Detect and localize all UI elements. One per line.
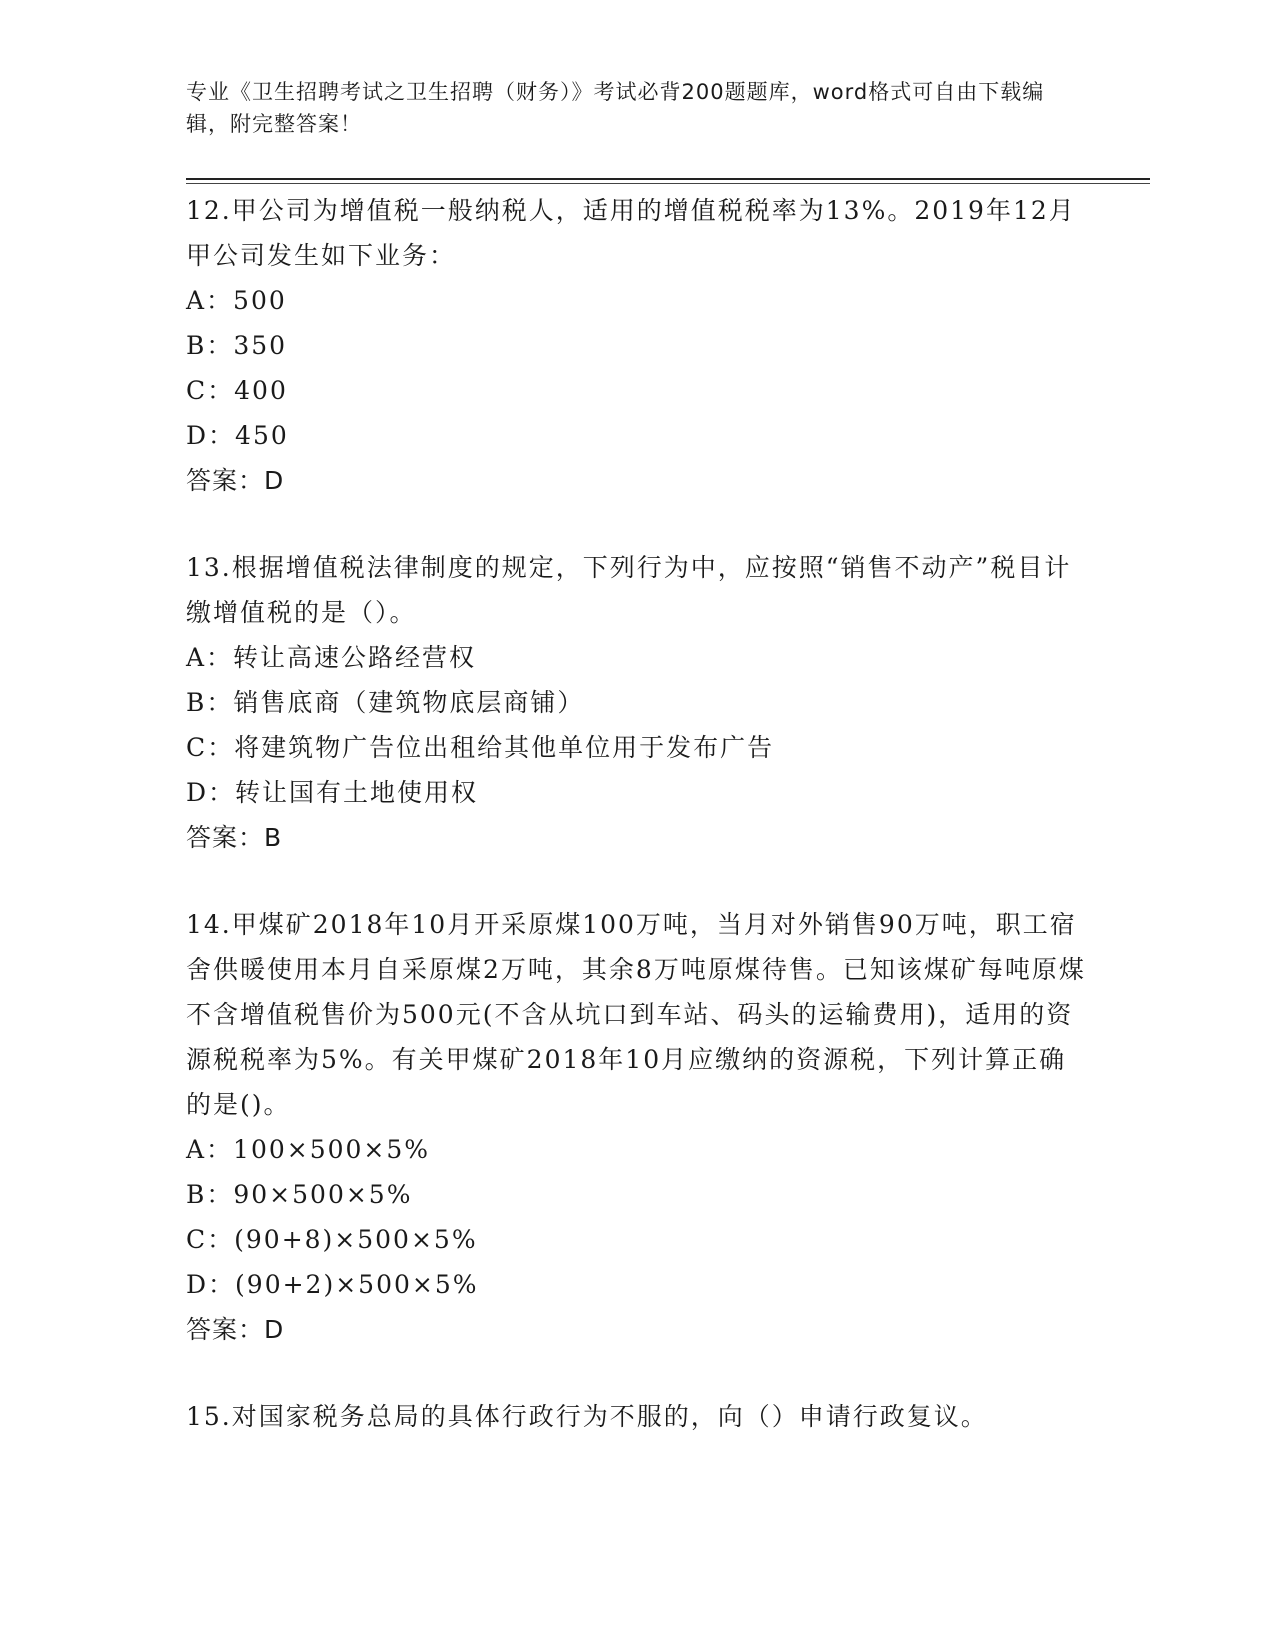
question-14 — [186, 902, 1086, 1352]
header-divider-thin — [186, 183, 1150, 184]
question-15 — [186, 1394, 1086, 1439]
option-d: D：(90+2)×500×5% — [186, 1270, 479, 1299]
option-a: A：100×500×5% — [186, 1135, 431, 1164]
question-stem: 12.甲公司为增值税一般纳税人，适用的增值税税率为13%。2019年12月甲公司发生如下业务： — [186, 196, 1076, 270]
option-b: B：销售底商（建筑物底层商铺） — [186, 688, 585, 717]
option-c: C：400 — [186, 376, 288, 405]
option-b: B：90×500×5% — [186, 1180, 413, 1209]
option-a: A：500 — [186, 286, 287, 315]
option-d: D：转让国有土地使用权 — [186, 778, 479, 807]
option-c: C：将建筑物广告位出租给其他单位用于发布广告 — [186, 733, 775, 762]
option-b: B：350 — [186, 331, 288, 360]
answer-line: 答案：B — [186, 823, 283, 852]
question-list — [186, 188, 1086, 1481]
header-divider-thick — [186, 178, 1150, 180]
question-stem: 14.甲煤矿2018年10月开采原煤100万吨，当月对外销售90万吨，职工宿舍供暖使用本月自采原煤2万吨，其余8万吨原煤待售。已知该煤矿每吨原煤不含增值税售价为500元(不含从坑口到车站、码头的运输费用)，适用的资源税税率为5%。有关甲煤矿2018年10月应缴纳的资源税，下列计算正确的是()。 — [186, 910, 1086, 1119]
option-a: A：转让高速公路经营权 — [186, 643, 477, 672]
answer-line: 答案：D — [186, 1315, 285, 1344]
answer-line: 答案：D — [186, 466, 285, 495]
option-c: C：(90+8)×500×5% — [186, 1225, 478, 1254]
document-header: 专业《卫生招聘考试之卫生招聘（财务）》考试必背200题题库，word格式可自由下载编辑，附完整答案！ — [186, 80, 1045, 136]
question-12 — [186, 188, 1086, 503]
option-d: D：450 — [186, 421, 289, 450]
question-13 — [186, 545, 1086, 860]
question-stem: 13.根据增值税法律制度的规定，下列行为中，应按照“销售不动产”税目计缴增值税的是（）。 — [186, 553, 1072, 627]
question-stem: 15.对国家税务总局的具体行政行为不服的，向（）申请行政复议。 — [186, 1402, 988, 1431]
